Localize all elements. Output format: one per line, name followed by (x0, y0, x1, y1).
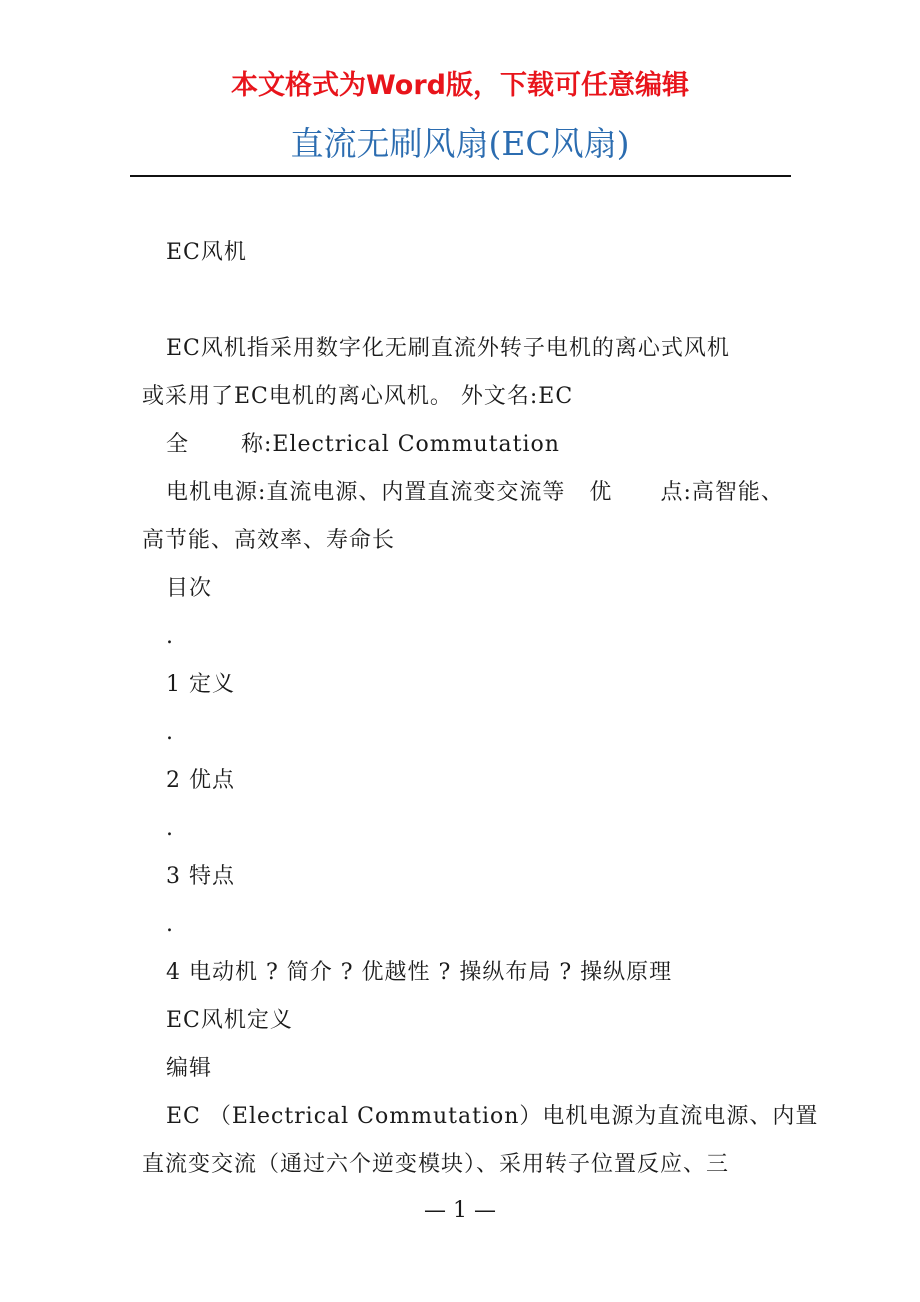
paragraph-ec-motor-line-1: EC （Electrical Commutation）电机电源为直流电源、内置 (166, 1104, 819, 1129)
download-banner: 本文格式为Word版，下载可任意编辑 (230, 70, 689, 101)
toc-dot: . (166, 720, 174, 745)
paragraph-definition-line-2: 或采用了EC电机的离心风机。 外文名:EC (142, 384, 574, 409)
full-name-value: 称:Electrical Commutation (241, 432, 560, 457)
section-heading-definition: EC风机定义 (166, 1008, 293, 1033)
paragraph-heading-ec-fan: EC风机 (166, 240, 247, 265)
title-divider (130, 175, 791, 177)
toc-heading: 目次 (166, 576, 213, 601)
page-number: — 1 — (424, 1198, 496, 1223)
advantage-label-char: 优 (589, 480, 613, 505)
paragraph-full-name (166, 430, 790, 460)
paragraph-definition-line-1: EC风机指采用数字化无刷直流外转子电机的离心式风机 (166, 336, 730, 361)
paragraph-advantage-continued: 高节能、高效率、寿命长 (142, 528, 396, 553)
power-source-text: 电机电源:直流电源、内置直流变交流等 (166, 480, 566, 505)
toc-item-features: 3 特点 (166, 864, 235, 889)
advantage-text: 点:高智能、 (660, 480, 784, 505)
toc-dot: . (166, 912, 174, 937)
document-title: 直流无刷风扇(EC风扇) (290, 124, 630, 163)
full-name-label-char: 全 (166, 432, 190, 457)
toc-item-advantages: 2 优点 (166, 768, 235, 793)
paragraph-power-source (166, 478, 790, 508)
toc-dot: . (166, 816, 174, 841)
toc-item-definition: 1 定义 (166, 672, 235, 697)
toc-dot: . (166, 624, 174, 649)
edit-link[interactable]: 编辑 (166, 1056, 213, 1081)
toc-item-motor: 4 电动机 ? 简介 ? 优越性 ? 操纵布局 ? 操纵原理 (166, 960, 673, 985)
paragraph-ec-motor-line-2: 直流变交流（通过六个逆变模块）、采用转子位置反应、三 (142, 1152, 730, 1177)
